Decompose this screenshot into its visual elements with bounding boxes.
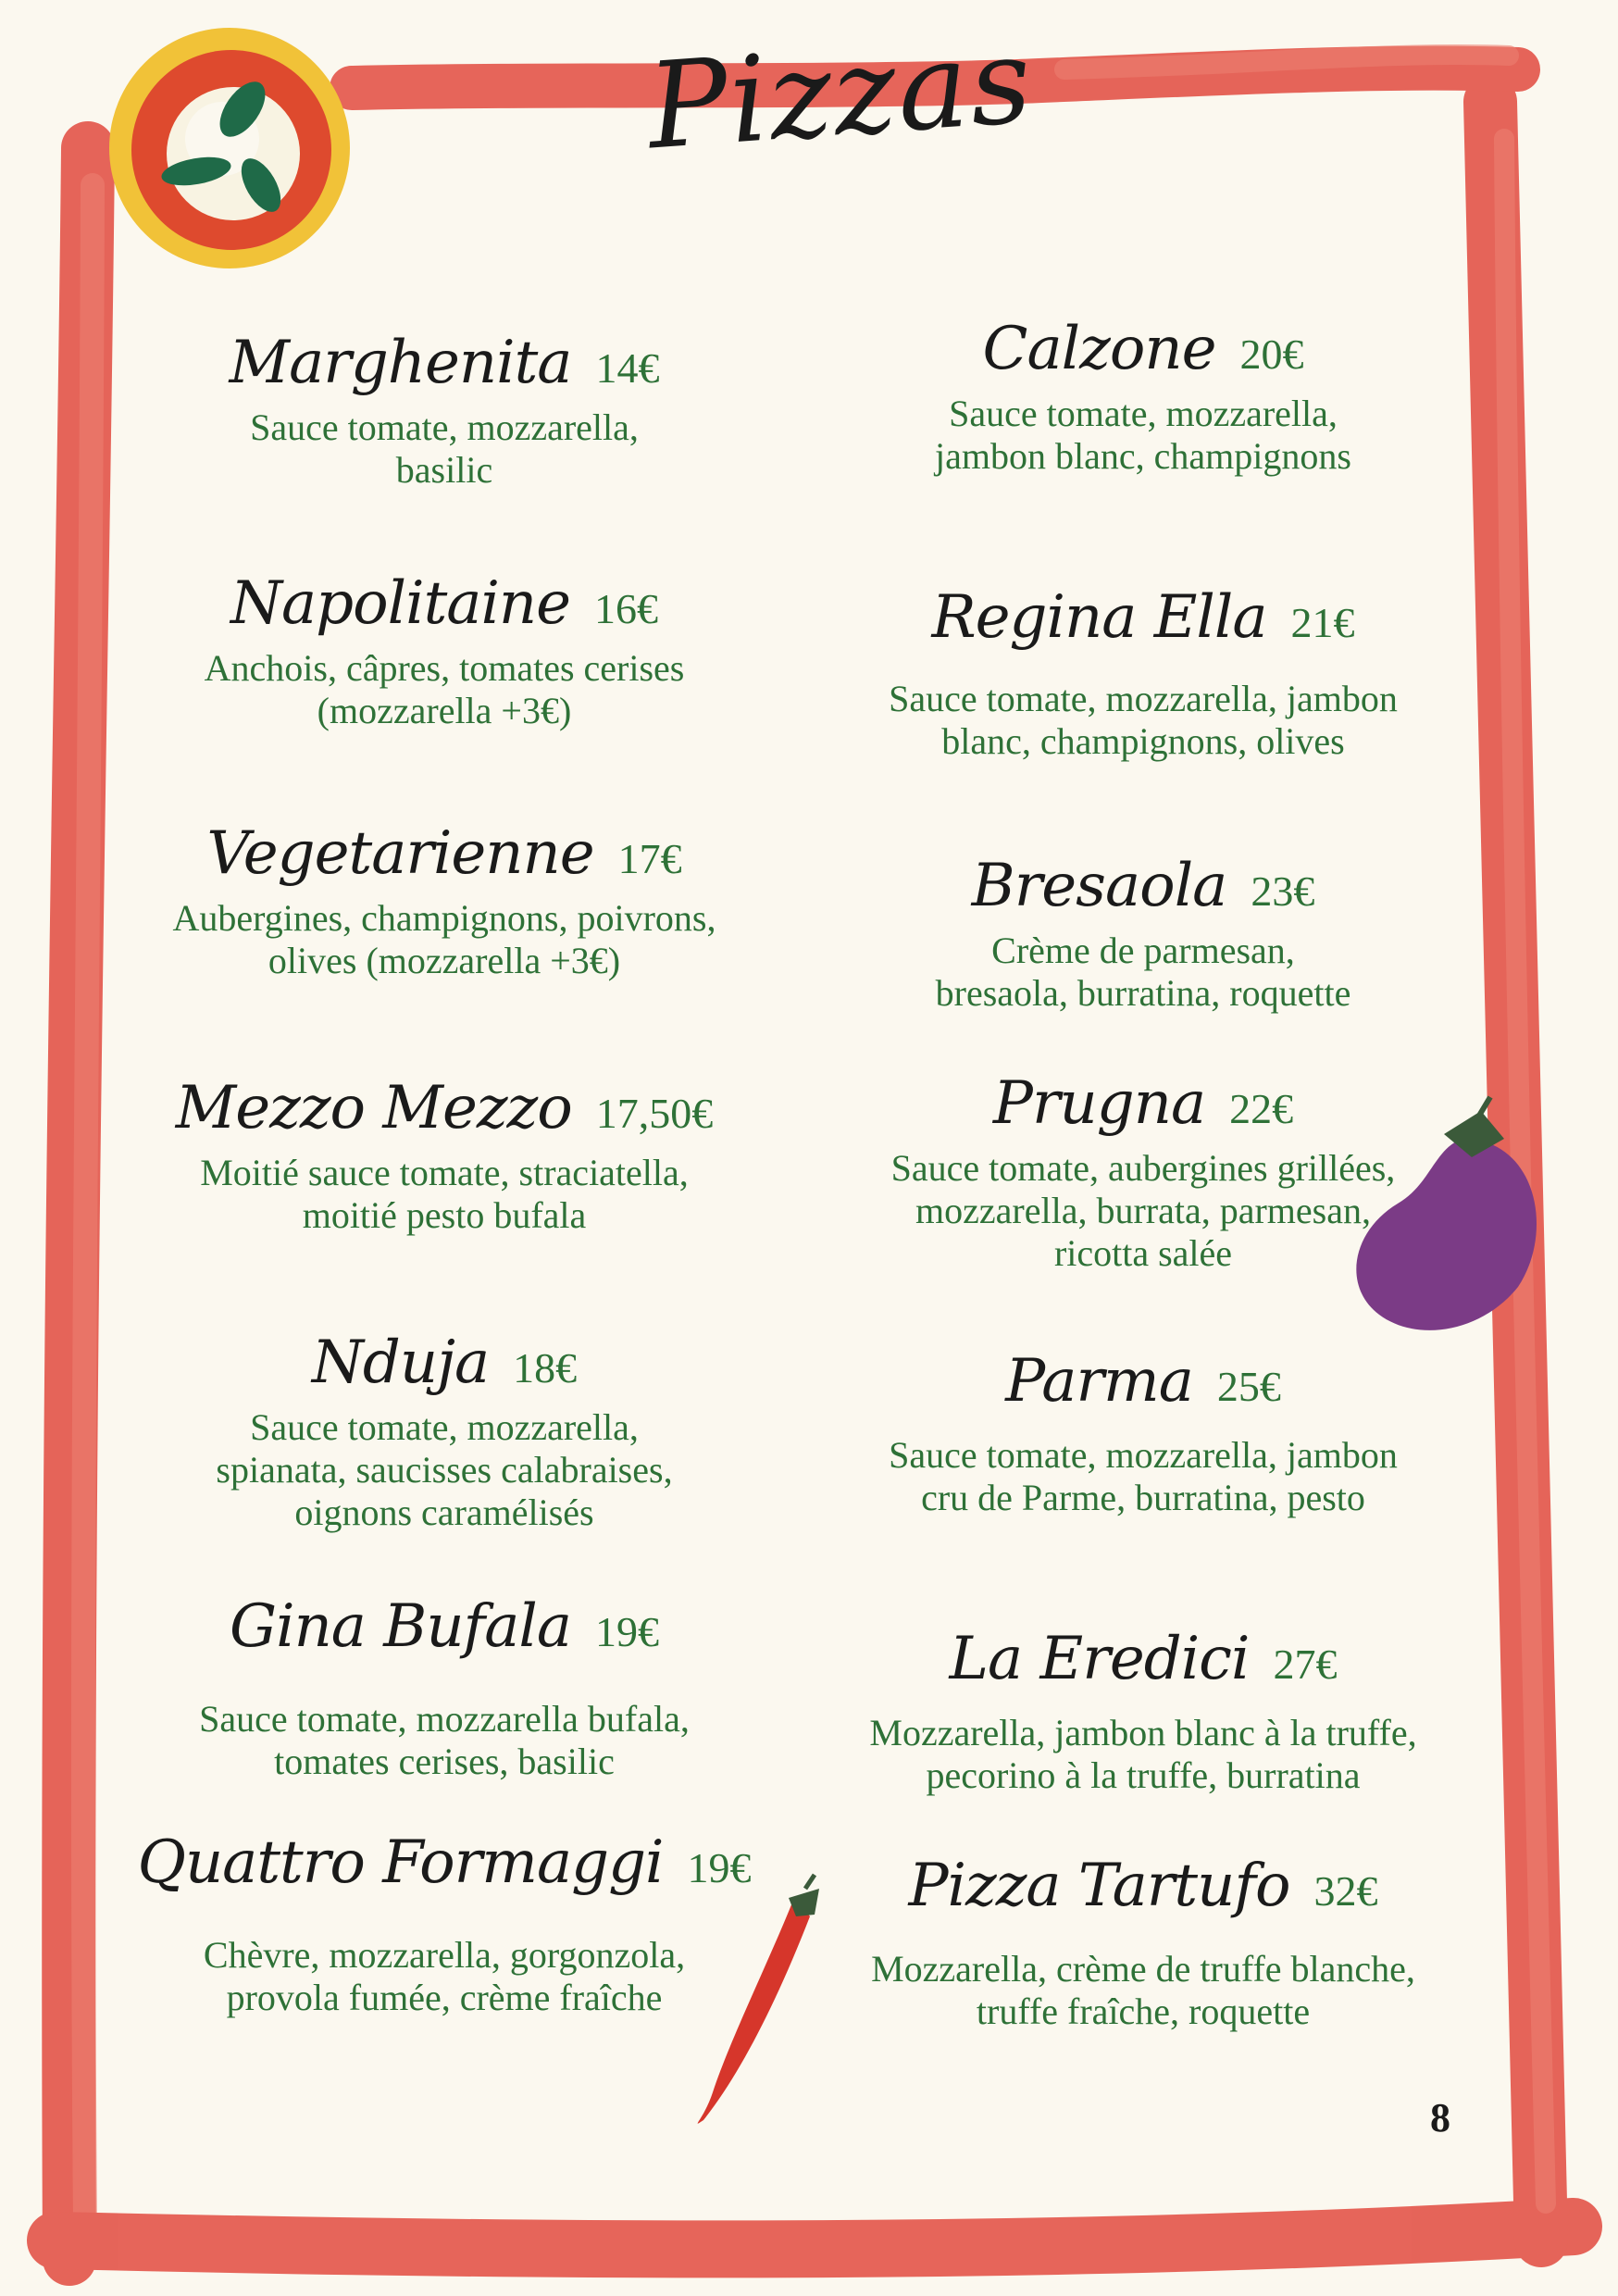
item-price: 25€ (1216, 1363, 1281, 1410)
item-price: 21€ (1290, 599, 1355, 646)
item-description: Sauce tomate, mozzarella, jambon blanc, champignons (935, 393, 1351, 477)
item-description: Sauce tomate, mozzarella, jambon blanc, champignons, olives (889, 678, 1398, 762)
item-name: Napolitaine (230, 569, 571, 638)
item-description: Anchois, câpres, tomates cerises (mozzarella +3€) (204, 647, 685, 731)
item-name: Nduja (311, 1329, 490, 1397)
menu-item-calzone (759, 315, 1527, 478)
item-price: 14€ (595, 344, 660, 392)
item-price: 20€ (1239, 331, 1304, 378)
item-description: Crème de parmesan, bresaola, burratina, roquette (935, 930, 1351, 1014)
item-name: Gina Bufala (229, 1592, 572, 1661)
item-name: Parma (1005, 1347, 1193, 1416)
menu-item-vegetarienne (65, 819, 824, 982)
item-name: Quattro Formaggi (137, 1828, 664, 1897)
item-price: 19€ (687, 1844, 752, 1891)
item-price: 32€ (1313, 1867, 1378, 1915)
menu-item-margherita (65, 329, 824, 492)
item-description: Sauce tomate, mozzarella bufala, tomates cerises, basilic (199, 1698, 690, 1782)
menu-item-mezzo-mezzo (65, 1074, 824, 1237)
menu-item-parma (759, 1347, 1527, 1519)
item-price: 22€ (1229, 1085, 1294, 1132)
menu-item-pizza-tartufo (759, 1852, 1527, 2033)
item-price: 23€ (1251, 867, 1315, 915)
item-name: Vegetarienne (206, 819, 594, 888)
page-title: Pizzas (643, 11, 1038, 177)
item-name: Prugna (992, 1069, 1206, 1138)
item-price: 17€ (617, 835, 682, 882)
item-name: Mezzo Mezzo (175, 1074, 572, 1142)
item-price: 18€ (513, 1344, 578, 1391)
menu-item-prugna (759, 1069, 1527, 1275)
item-description: Aubergines, champignons, poivrons, olives (mozzarella +3€) (172, 897, 716, 981)
pizza-illustration (109, 28, 350, 268)
item-description: Chèvre, mozzarella, gorgonzola, provola fumée, crème fraîche (203, 1934, 686, 2018)
item-description: Mozzarella, crème de truffe blanche, truffe fraîche, roquette (871, 1948, 1415, 2032)
item-price: 27€ (1273, 1641, 1338, 1688)
item-description: Mozzarella, jambon blanc à la truffe, pecorino à la truffe, burratina (869, 1712, 1417, 1796)
item-description: Sauce tomate, mozzarella, spianata, saucisses calabraises, oignons caramélisés (216, 1406, 673, 1533)
item-name: Pizza Tartufo (908, 1852, 1290, 1920)
item-description: Moitié sauce tomate, straciatella, moitié pesto bufala (200, 1152, 689, 1236)
item-name: Regina Ella (931, 583, 1267, 652)
item-description: Sauce tomate, aubergines grillées, mozzarella, burrata, parmesan, ricotta salée (890, 1147, 1396, 1274)
menu-item-la-eredici (759, 1625, 1527, 1797)
menu-item-regina-ella (759, 583, 1527, 763)
item-name: Marghenita (229, 329, 572, 397)
menu-item-gina-bufala (65, 1592, 824, 1783)
menu-item-quattro-formaggi (65, 1828, 824, 2019)
menu-item-bresaola (759, 852, 1527, 1015)
page-number: 8 (1430, 2095, 1450, 2140)
item-description: Sauce tomate, mozzarella, jambon cru de Parme, burratina, pesto (889, 1434, 1398, 1518)
item-price: 19€ (595, 1608, 660, 1655)
item-name: La Eredici (949, 1625, 1250, 1693)
item-name: Bresaola (971, 852, 1227, 920)
item-description: Sauce tomate, mozzarella, basilic (250, 406, 639, 491)
item-price: 16€ (594, 585, 659, 632)
item-price: 17,50€ (595, 1090, 714, 1137)
menu-item-napolitaine (65, 569, 824, 732)
menu-item-nduja (65, 1329, 824, 1534)
item-name: Calzone (982, 315, 1216, 383)
